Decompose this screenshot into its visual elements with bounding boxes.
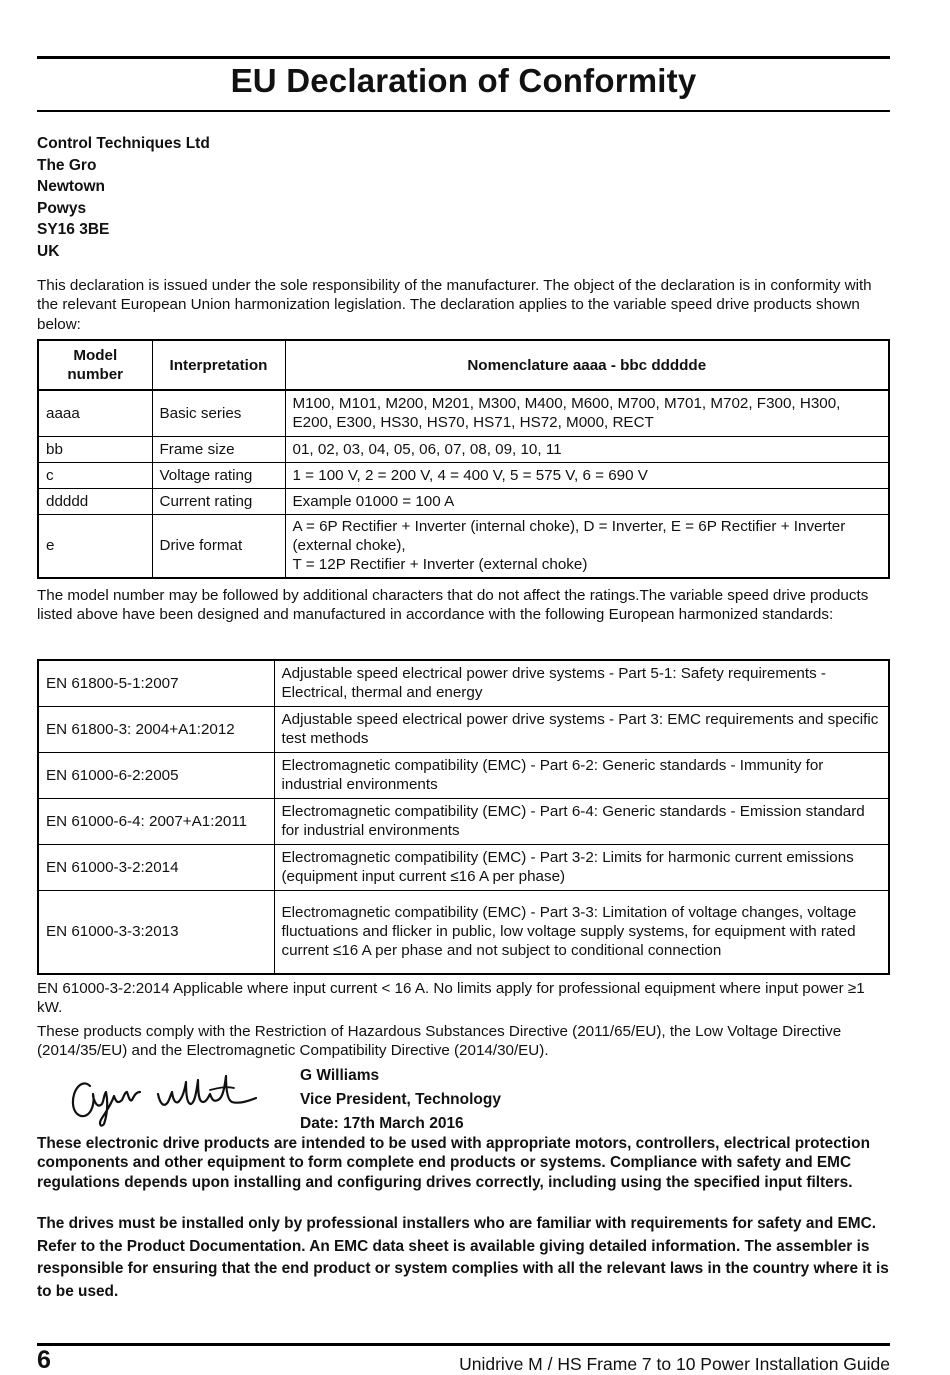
directives-paragraph: These products comply with the Restriction of Hazardous Substances Directive (2011/65/EU), the Low Voltage Directive (2014/35/EU) and the Electromagnetic Compatibility Directive (2014/30/EU). — [37, 1023, 842, 1060]
table-row — [38, 660, 889, 706]
table-cell: bb — [38, 436, 152, 462]
table-cell: Basic series — [152, 390, 285, 436]
table-cell: c — [38, 462, 152, 488]
table-row — [38, 514, 889, 578]
table-cell: 1 = 100 V, 2 = 200 V, 4 = 400 V, 5 = 575 V, 6 = 690 V — [285, 462, 889, 488]
table-cell — [285, 514, 889, 578]
footer-rule — [37, 1343, 890, 1346]
standard-code: EN 61000-3-2:2014 — [38, 844, 274, 890]
table-cell: ddddd — [38, 488, 152, 514]
table-cell: Example 01000 = 100 A — [285, 488, 889, 514]
standard-code: EN 61800-3: 2004+A1:2012 — [38, 706, 274, 752]
table-row — [38, 798, 889, 844]
top-rule — [37, 56, 890, 59]
table-header: Model number — [38, 340, 152, 390]
model-nomenclature-table — [37, 339, 890, 579]
page-title: EU Declaration of Conformity — [230, 62, 697, 99]
standard-description: Electromagnetic compatibility (EMC) - Part 3-2: Limits for harmonic current emissions (equipment input current ≤16 A per phase) — [274, 844, 889, 890]
table-row — [38, 706, 889, 752]
table-row — [38, 890, 889, 974]
address-line: The Gro — [37, 156, 97, 174]
signature-stroke — [210, 1087, 234, 1090]
table-row — [38, 488, 889, 514]
en-61000-3-2-note: EN 61000-3-2:2014 Applicable where input current < 16 A. No limits apply for professional equipment where input power ≥1 kW. — [37, 980, 865, 1017]
table-cell: e — [38, 514, 152, 578]
table-header: Interpretation — [152, 340, 285, 390]
table-row — [38, 752, 889, 798]
signature-image — [68, 1068, 268, 1130]
standard-code: EN 61000-3-3:2013 — [38, 890, 274, 974]
standard-description: Electromagnetic compatibility (EMC) - Part 6-2: Generic standards - Immunity for industrial environments — [274, 752, 889, 798]
signature-stroke — [73, 1083, 140, 1125]
installer-responsibility-warning: The drives must be installed only by professional installers who are familiar with requirements for safety and EMC. Refer to the Product Documentation. An EMC data sheet is available giving detailed information. The assembler is responsible for ensuring that the end product or system complies with all the relevant laws in the country where it is to be used. — [37, 1215, 889, 1300]
title-rule — [37, 110, 890, 112]
standard-description: Electromagnetic compatibility (EMC) - Part 6-4: Generic standards - Emission standard for industrial environments — [274, 798, 889, 844]
manufacturer-address — [37, 133, 210, 263]
intro-paragraph: This declaration is issued under the sole responsibility of the manufacturer. The object of the declaration is in conformity with the relevant European Union harmonization legislation. The declaration applies to the variable speed drive products shown below: — [37, 277, 872, 333]
table-cell: Drive format — [152, 514, 285, 578]
table-cell: aaaa — [38, 390, 152, 436]
signer-block — [300, 1064, 501, 1136]
address-line: Powys — [37, 199, 87, 217]
table-cell: M100, M101, M200, M201, M300, M400, M600, M700, M701, M702, F300, H300, E200, E300, HS30, HS70, HS71, HS72, M000, RECT — [285, 390, 889, 436]
table-row — [38, 844, 889, 890]
standard-description: Adjustable speed electrical power drive systems - Part 5-1: Safety requirements - Electrical, thermal and energy — [274, 660, 889, 706]
table-cell: Current rating — [152, 488, 285, 514]
page-number: 6 — [37, 1346, 51, 1374]
address-line: UK — [37, 242, 60, 260]
standard-description: Adjustable speed electrical power drive systems - Part 3: EMC requirements and specific test methods — [274, 706, 889, 752]
signer-role: Vice President, Technology — [300, 1091, 501, 1108]
table-row — [38, 436, 889, 462]
harmonized-standards-table — [37, 659, 890, 975]
address-line: Control Techniques Ltd — [37, 135, 210, 152]
standard-code: EN 61000-6-2:2005 — [38, 752, 274, 798]
table-cell: 01, 02, 03, 04, 05, 06, 07, 08, 09, 10, 11 — [285, 436, 889, 462]
signature-date: Date: 17th March 2016 — [300, 1115, 464, 1132]
standard-code: EN 61800-5-1:2007 — [38, 660, 274, 706]
table-row — [38, 462, 889, 488]
standard-description: Electromagnetic compatibility (EMC) - Part 3-3: Limitation of voltage changes, voltage fluctuations and flicker in public, low voltage supply systems, for equipment with rated current ≤16 A per phase and not subject to conditional connection — [274, 890, 889, 974]
address-line: SY16 3BE — [37, 221, 110, 239]
drive-format-text: A = 6P Rectifier + Inverter (internal choke), D = Inverter, E = 6P Rectifier + Inverter (external choke), — [292, 518, 846, 555]
guide-title: Unidrive M / HS Frame 7 to 10 Power Installation Guide — [459, 1354, 890, 1374]
installation-warning: These electronic drive products are intended to be used with appropriate motors, controllers, electrical protection components and other equipment to form complete end products or systems. Compliance with safety and EMC regulations depends upon installing and configuring drives correctly, including using the specified input filters. — [37, 1135, 870, 1191]
address-line: Newtown — [37, 178, 106, 196]
signature-stroke — [158, 1076, 256, 1105]
signer-name: G Williams — [300, 1067, 380, 1084]
standards-intro-paragraph: The model number may be followed by additional characters that do not affect the ratings.The variable speed drive products listed above have been designed and manufactured in accordance with the following European harmonized standards: — [37, 587, 869, 624]
table-header: Nomenclature aaaa - bbc ddddde — [285, 340, 889, 390]
standard-code: EN 61000-6-4: 2007+A1:2011 — [38, 798, 274, 844]
table-cell: Frame size — [152, 436, 285, 462]
table-row — [38, 390, 889, 436]
drive-format-text-extra: T = 12P Rectifier + Inverter (external choke) — [292, 556, 588, 574]
table-cell: Voltage rating — [152, 462, 285, 488]
